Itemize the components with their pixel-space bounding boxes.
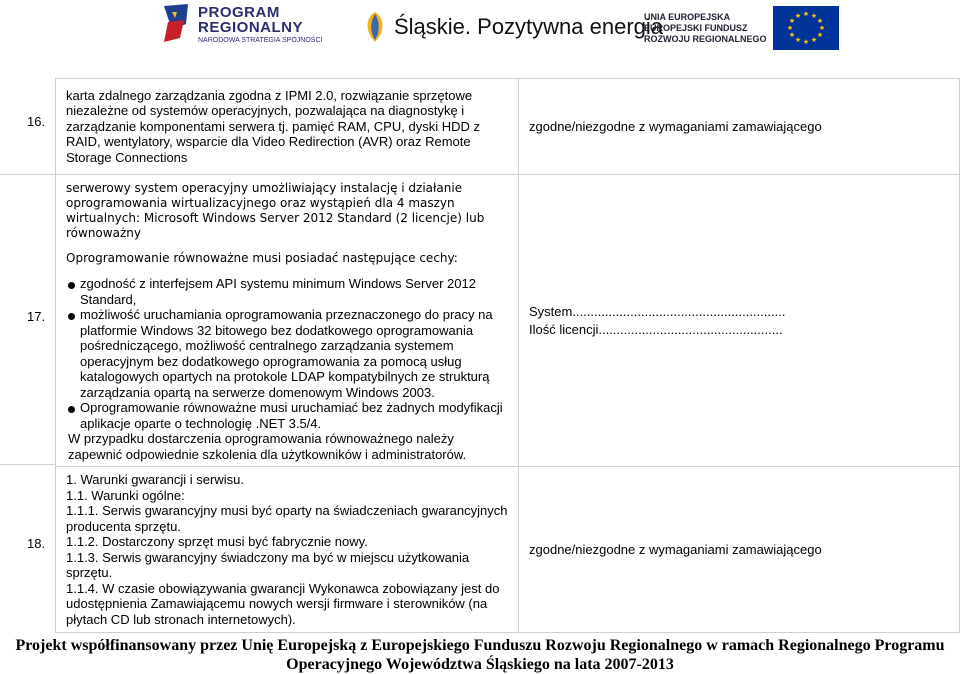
licenses-field: Ilość licencji................................................... [529, 322, 783, 337]
row-18-number: 18. [27, 536, 46, 551]
row-16-description [56, 79, 519, 175]
footer-line1: Projekt współfinansowany przez Unię Europejską z Europejskiego Funduszu Rozwoju Regionalnego w ramach Regionalnego Programu [15, 637, 945, 654]
row-16-compliance: zgodne/niezgodne z wymaganiami zamawiającego [519, 79, 960, 175]
row-divider-1 [0, 174, 55, 175]
slaskie-leaf-icon [362, 10, 388, 44]
svg-text:★: ★ [788, 31, 795, 39]
svg-text:★: ★ [802, 10, 809, 18]
footer [0, 636, 960, 674]
eu-logo-line3: ROZWOJU REGIONALNEGO [644, 33, 767, 44]
svg-text:★: ★ [786, 24, 793, 32]
program-logo-line2: REGIONALNY [198, 18, 304, 36]
footer-line2: Operacyjnego Województwa Śląskiego na lata 2007-2013 [286, 656, 674, 673]
specification-table [55, 78, 960, 633]
row-17-bullet-3: Oprogramowanie równoważne musi uruchamiać bez żadnych modyfikacji aplikacje oparte o technologię .NET 3.5/4. [66, 400, 508, 431]
eu-logo-line2: EUROPEJSKI FUNDUSZ [644, 22, 748, 33]
svg-text:★: ★ [816, 31, 823, 39]
svg-text:★: ★ [794, 36, 801, 44]
table-row-18 [56, 467, 960, 633]
row-17-fields [519, 175, 960, 467]
row-18-item-5: 1.1.3. Serwis gwarancyjny świadczony ma być w miejscu użytkowania sprzętu. [66, 549, 470, 580]
svg-text:★: ★ [816, 17, 823, 25]
row-number-column [0, 78, 55, 632]
row-18-item-3: 1.1.1. Serwis gwarancyjny musi być oparty na świadczeniach gwarancyjnych producenta sprzętu. [66, 503, 508, 534]
row-17-number: 17. [27, 309, 46, 324]
system-field: System........................................................... [529, 304, 786, 319]
program-logo-line1: PROGRAM [198, 3, 280, 21]
row-18-item-6: 1.1.4. W czasie obowiązywania gwarancji Wykonawca zobowiązany jest do udostępnienia Zamawiającemu nowych wersji firmware i sterowników (na płytach CD lub stronach internetowych). [66, 580, 500, 627]
row-18-item-4: 1.1.2. Dostarczony sprzęt musi być fabrycznie nowy. [66, 534, 368, 549]
eu-logo-line1: UNIA EUROPEJSKA [644, 11, 731, 22]
row-18-compliance: zgodne/niezgodne z wymaganiami zamawiającego [519, 467, 960, 633]
table-row-17 [56, 175, 960, 467]
row-18-item-1: 1. Warunki gwarancji i serwisu. [66, 472, 244, 487]
eu-logo [644, 6, 839, 50]
svg-text:★: ★ [788, 17, 795, 25]
row-17-requirements-title: Oprogramowanie równoważne musi posiadać następujące cechy: [66, 251, 458, 265]
row-17-bullet-2: możliwość uruchamiania oprogramowania przeznaczonego do pracy na platformie Windows 32 bitowego bez dodatkowego oprogramowania pośredniczącego, możliwość centralnego zarządzania systemem operacyjnym bez dodatkowego oprogramowania za pomocą usług katalogowych opartych na protokole LDAP kompatybilnych ze strukturą zarządzania opartą na serwerze domenowym Windows 2003. [66, 307, 508, 400]
table-row-16 [56, 79, 960, 175]
svg-text:★: ★ [794, 12, 801, 20]
row-17-description [56, 175, 519, 467]
row-17-closing: W przypadku dostarczenia oprogramowania równoważnego należy zapewnić odpowiednie szkolenia dla użytkowników i administratorów. [68, 431, 467, 462]
row-17-bullet-1: zgodność z interfejsem API systemu minimum Windows Server 2012 Standard, [66, 276, 508, 307]
eu-flag-icon [773, 6, 839, 50]
svg-text:★: ★ [802, 38, 809, 46]
svg-text:★: ★ [810, 36, 817, 44]
row-17-intro: serwerowy system operacyjny umożliwiający instalację i działanie oprogramowania wirtualizacyjnego oraz wystąpień dla 4 maszyn wirtualnych: Microsoft Windows Server 2012 Standard (2 licencje) lub równoważny [66, 181, 485, 240]
slaskie-logo [362, 10, 663, 44]
svg-text:★: ★ [818, 24, 825, 32]
svg-text:★: ★ [810, 12, 817, 20]
row-16-number: 16. [27, 114, 46, 129]
row-16-text: karta zdalnego zarządzania zgodna z IPMI 2.0, rozwiązanie sprzętowe niezależne od systemów operacyjnych, pozwalająca na diagnostykę i zarządzanie komponentami serwera tj. pamięć RAM, CPU, dyski HDD z RAID, wentylatory, wsparcie dla Video Redirection (AVR) oraz Remote Storage Connections [66, 87, 480, 165]
row-divider-2 [0, 464, 55, 465]
program-regionalny-logo [158, 4, 322, 44]
row-18-description [56, 467, 519, 633]
program-regionalny-emblem-icon [158, 4, 192, 44]
program-logo-line3: NARODOWA STRATEGIA SPÓJNOŚCI [198, 36, 323, 44]
row-18-item-2: 1.1. Warunki ogólne: [66, 487, 185, 503]
slaskie-text: Śląskie. Pozytywna energia [394, 14, 664, 39]
header [0, 0, 960, 56]
